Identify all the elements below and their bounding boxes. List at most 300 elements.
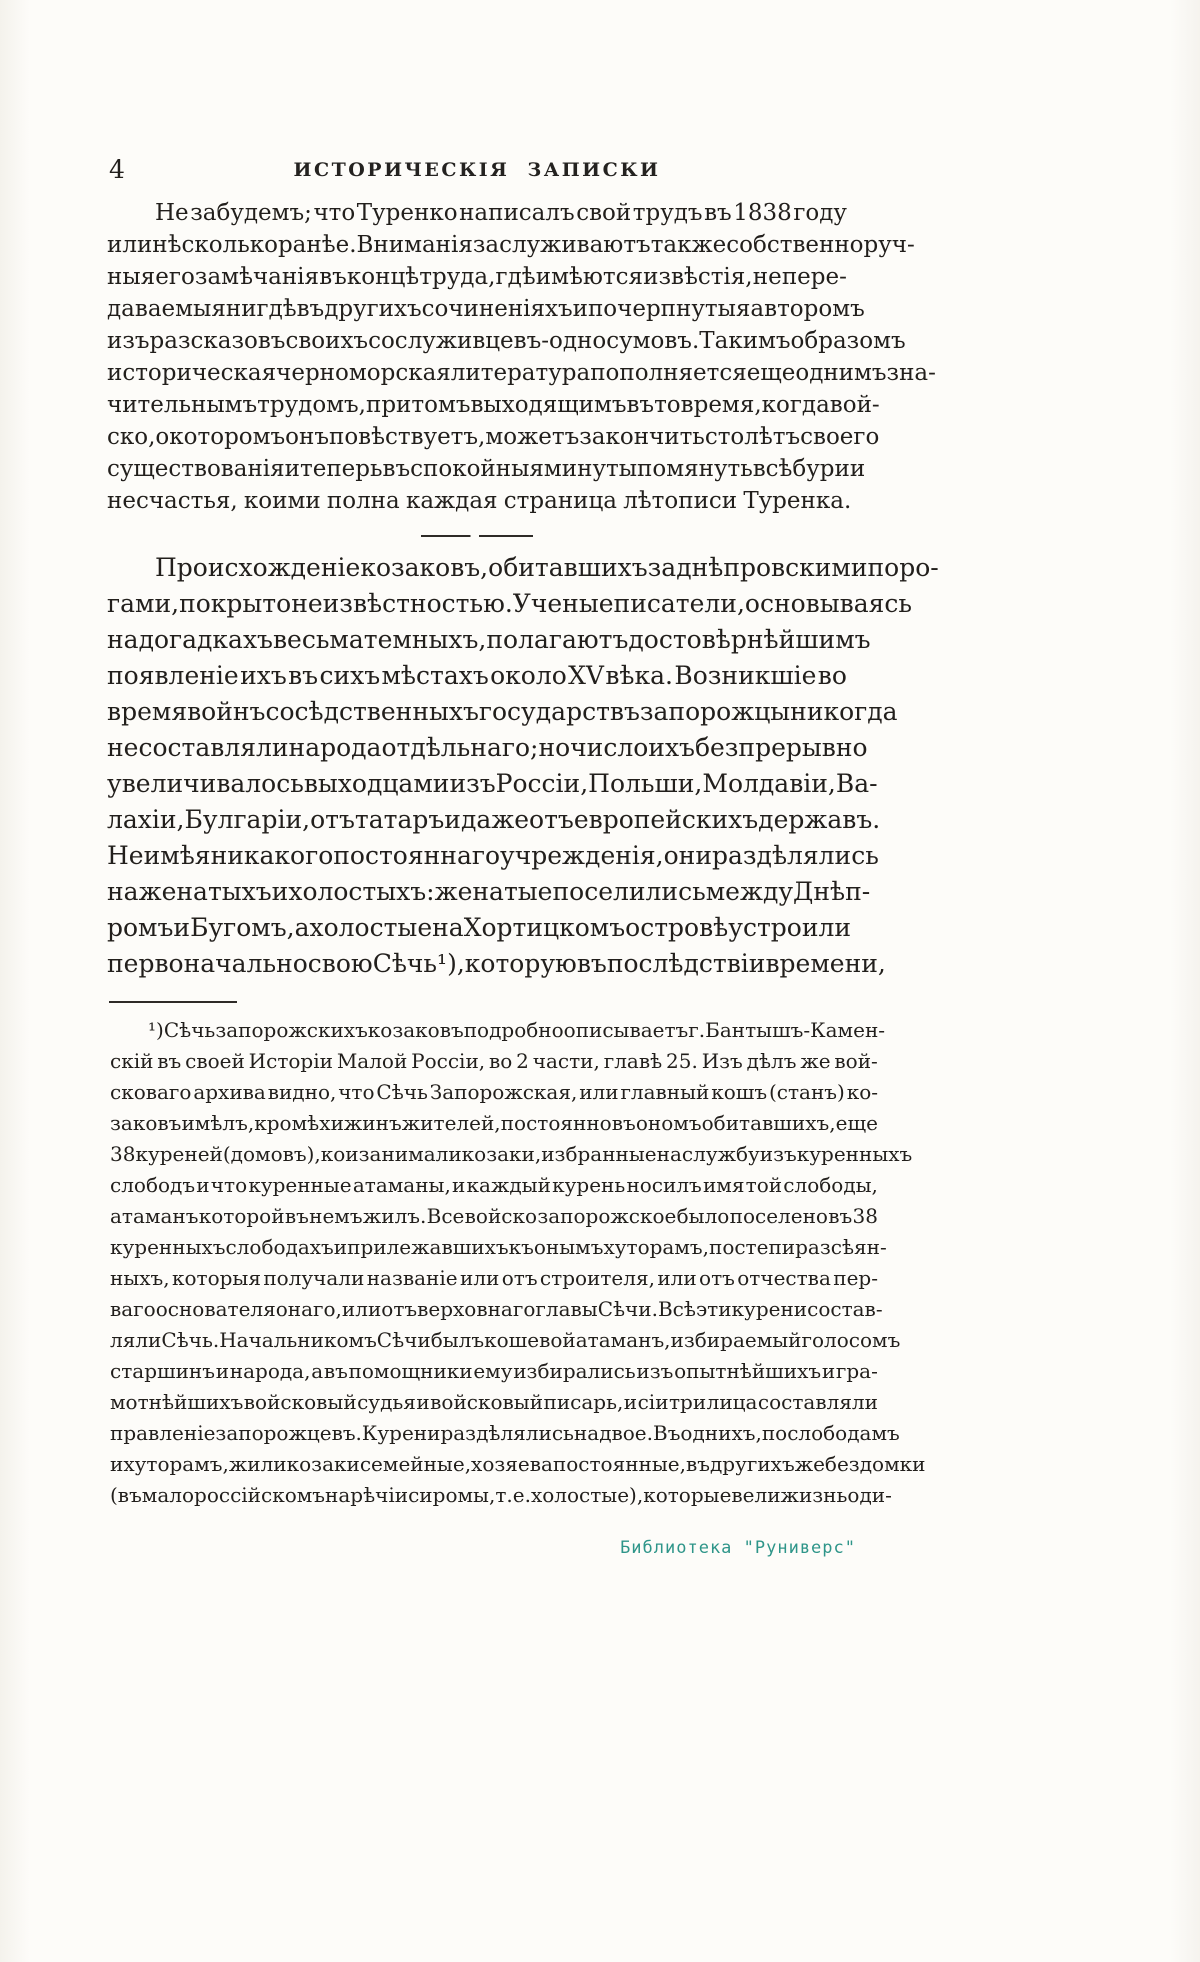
word: однихъ, <box>680 1421 762 1445</box>
word: островѣ <box>625 913 729 942</box>
word: раздѣлялись <box>712 841 879 870</box>
word: главѣ <box>603 1049 663 1073</box>
word: былъ <box>430 1328 485 1352</box>
word: бури <box>792 456 850 482</box>
word: изъ <box>636 1359 674 1383</box>
word: зна- <box>886 360 936 386</box>
word: жизнь <box>780 1483 848 1507</box>
word: которой <box>198 1204 285 1228</box>
word: своей <box>185 1049 245 1073</box>
word: Бантышъ-Камен- <box>705 1018 886 1042</box>
text-line <box>110 1452 926 1483</box>
text-line <box>107 589 913 625</box>
word: пополняется <box>590 360 747 386</box>
word: темныхъ, <box>363 625 487 654</box>
word: отъ <box>501 1266 538 1290</box>
word: запорожцы <box>639 697 791 726</box>
word: Всѣ <box>657 1297 696 1321</box>
word: нигдѣ <box>225 296 297 322</box>
text-line <box>107 841 879 877</box>
word: 2 <box>516 1049 529 1073</box>
word: днѣпровскими <box>676 553 868 582</box>
word: запорожское <box>537 1204 677 1228</box>
word: службу <box>681 1142 760 1166</box>
word: дѣлъ <box>746 1049 797 1073</box>
word: ромъ <box>107 913 174 942</box>
word: покрыто <box>179 589 292 618</box>
word: семейные, <box>359 1452 472 1476</box>
word: прилежавшихъ <box>347 1235 509 1259</box>
word: части, <box>532 1049 600 1073</box>
word: помощники <box>348 1359 473 1383</box>
text-line <box>110 1328 901 1359</box>
paragraph-2 <box>107 553 939 985</box>
word: ихъ <box>648 733 695 762</box>
word: козаковъ, <box>360 553 489 582</box>
word: Днѣп- <box>793 877 871 906</box>
word: собственноруч- <box>726 232 915 258</box>
word: степи <box>734 1235 796 1259</box>
word: пере- <box>781 264 847 290</box>
word: подробно <box>463 1018 564 1042</box>
footnote-rule <box>109 1001 237 1003</box>
word: полагаютъ <box>486 625 629 654</box>
word: лѣтъ <box>744 424 801 450</box>
word: той <box>745 1173 783 1197</box>
word: весьма <box>272 625 364 654</box>
word: слободахъ <box>225 1235 334 1259</box>
word: году <box>793 200 847 226</box>
word: въ <box>323 1359 348 1383</box>
word: Россіи, <box>411 1049 486 1073</box>
word: первоначально <box>107 949 308 978</box>
word: трудомъ, <box>257 392 366 418</box>
word: Изъ <box>701 1049 743 1073</box>
page-header <box>107 155 847 187</box>
word: отдѣльнаго; <box>381 733 539 762</box>
word: лахіи, <box>107 805 185 834</box>
word: а <box>311 1359 324 1383</box>
word: войско <box>464 1204 538 1228</box>
word: образомъ <box>790 328 906 354</box>
word: полна <box>326 488 400 514</box>
word: лица <box>706 1390 758 1414</box>
word: по <box>761 1421 788 1445</box>
text-line <box>110 1483 892 1514</box>
word: даваемыя <box>107 296 226 322</box>
word: отчества <box>737 1266 831 1290</box>
word: которомъ <box>169 424 286 450</box>
word: куренные <box>248 1173 352 1197</box>
word: жителей, <box>401 1111 501 1135</box>
word: можетъ <box>485 424 580 450</box>
word: атаманъ <box>110 1204 199 1228</box>
word: кромѣ <box>254 1111 320 1135</box>
word: Польши, <box>588 769 703 798</box>
text-line <box>110 1049 878 1080</box>
word: обитавшихъ, <box>701 1111 836 1135</box>
word: хижинъ <box>319 1111 402 1135</box>
word: несчастья, <box>107 488 238 514</box>
word: оди- <box>847 1483 892 1507</box>
word: ваго <box>110 1297 156 1321</box>
word: что <box>338 1080 375 1104</box>
word: Сѣчь <box>372 949 438 978</box>
word: почерпнутыя <box>587 296 751 322</box>
word: Все <box>426 1204 465 1228</box>
word: ранѣе. <box>277 232 357 258</box>
word: изъ <box>107 328 150 354</box>
word: притомъ <box>366 392 471 418</box>
word: и <box>623 1390 638 1414</box>
word: Сѣчь. <box>161 1328 220 1352</box>
word: постоянные, <box>552 1452 686 1476</box>
word: что <box>210 1173 248 1197</box>
text-line <box>107 661 847 697</box>
text-line <box>110 1297 883 1328</box>
word: видно, <box>267 1080 337 1104</box>
word: Молдавіи, <box>702 769 836 798</box>
word: имѣлъ, <box>181 1111 255 1135</box>
word: разсѣян- <box>795 1235 887 1259</box>
word: сосѣдственныхъ <box>265 697 479 726</box>
word: время <box>107 697 188 726</box>
word: Происхожденіе <box>155 553 361 582</box>
word: нѣсколько <box>152 232 278 258</box>
word: свой <box>576 200 632 226</box>
word: онымъ <box>533 1235 604 1259</box>
word: бездомки <box>824 1452 926 1476</box>
word: Въ <box>653 1421 681 1445</box>
text-line <box>107 553 939 589</box>
text-line <box>110 1421 900 1452</box>
paragraph-1 <box>107 200 936 520</box>
word: постоянно <box>500 1111 612 1135</box>
word: государствъ <box>478 697 640 726</box>
word: опытнѣйшихъ <box>674 1359 822 1383</box>
word: запорожцевъ. <box>215 1421 362 1445</box>
word: скій <box>110 1049 154 1073</box>
word: Россіи, <box>495 769 589 798</box>
word: ему <box>473 1359 513 1383</box>
word: Возникшіе <box>674 661 817 690</box>
word: забудемъ; <box>190 200 312 226</box>
word: избранные <box>541 1142 657 1166</box>
word: они <box>663 841 713 870</box>
text-line <box>107 733 868 769</box>
word: которыя <box>171 1266 261 1290</box>
word: существованія <box>107 456 285 482</box>
word: Такимъ <box>699 328 791 354</box>
word: чительнымъ <box>107 392 258 418</box>
word: кошевой <box>484 1328 576 1352</box>
text-line <box>107 805 881 841</box>
word: сковаго <box>110 1080 192 1104</box>
word: куренныхъ <box>110 1235 226 1259</box>
word: носилъ <box>626 1173 702 1197</box>
word: войсковый <box>430 1390 544 1414</box>
text-line <box>110 1390 878 1421</box>
word: архива <box>193 1080 266 1104</box>
word: козаки <box>286 1452 360 1476</box>
word: козаковъ <box>367 1018 464 1042</box>
word: извѣстія, <box>643 264 753 290</box>
word: (въ <box>110 1483 142 1507</box>
text-line <box>110 1266 878 1297</box>
text-line <box>107 697 898 733</box>
word: времени, <box>765 949 886 978</box>
word: отъ <box>529 805 574 834</box>
word: куренныхъ <box>796 1142 913 1166</box>
word: въ <box>704 200 732 226</box>
word: 25. <box>666 1049 698 1073</box>
running-title: ИСТОРИЧЕСКІЯ ЗАПИСКИ <box>293 159 661 181</box>
word: каждый <box>466 1173 551 1197</box>
word: нарѣчіи <box>325 1483 409 1507</box>
word: и <box>215 1359 230 1383</box>
word: Исторіи <box>248 1049 333 1073</box>
word: выходящимъ <box>470 392 627 418</box>
word: судья <box>357 1390 416 1414</box>
word: но <box>538 733 571 762</box>
word: татаръ <box>354 805 445 834</box>
word: еще <box>746 360 796 386</box>
word: во <box>489 1049 513 1073</box>
word: трудъ <box>632 200 703 226</box>
text-line <box>107 200 847 232</box>
word: число <box>570 733 649 762</box>
word: а <box>294 913 310 942</box>
text-line <box>107 949 886 985</box>
text-line <box>107 877 871 913</box>
word: къ <box>508 1235 534 1259</box>
word: малороссійскомъ <box>141 1483 326 1507</box>
word: занимали <box>358 1142 462 1166</box>
word: онъ <box>285 424 329 450</box>
word: отъ <box>699 1266 735 1290</box>
word: холостыхъ: <box>288 877 435 906</box>
word: въ <box>296 296 325 322</box>
word: войнъ <box>187 697 266 726</box>
word: своихъ <box>285 328 369 354</box>
word: когда <box>761 392 830 418</box>
word: писарь, <box>543 1390 624 1414</box>
word: во <box>817 661 847 690</box>
word: Бугомъ, <box>190 913 295 942</box>
word: и <box>110 1452 124 1476</box>
word: названіе <box>366 1266 458 1290</box>
text-line <box>110 1142 913 1173</box>
word: женатыхъ <box>138 877 272 906</box>
footnote-block <box>110 1018 926 1514</box>
word: въ <box>288 661 319 690</box>
word: эти <box>695 1297 732 1321</box>
word: неизвѣстностью. <box>291 589 513 618</box>
word: догадкахъ <box>138 625 273 654</box>
word: сихъ <box>319 661 381 690</box>
word: имя <box>702 1173 745 1197</box>
word: или <box>657 1266 697 1290</box>
word: избирались <box>513 1359 636 1383</box>
word: XV <box>568 661 604 690</box>
word: каждая <box>405 488 498 514</box>
word: состав- <box>807 1297 883 1321</box>
word: въ <box>284 1204 309 1228</box>
word: страница <box>503 488 617 514</box>
text-line <box>107 769 878 805</box>
page-number: 4 <box>109 155 125 184</box>
word: Не <box>107 841 144 870</box>
text-line <box>107 913 852 949</box>
text-line <box>110 1173 878 1204</box>
word: около <box>490 661 567 690</box>
word: слободы, <box>783 1173 878 1197</box>
word: лѣтописи <box>623 488 738 514</box>
word: минуты <box>543 456 638 482</box>
word: е. <box>512 1483 531 1507</box>
word: и <box>821 1359 836 1383</box>
word: заковъ <box>110 1111 182 1135</box>
word: Начальникомъ <box>219 1328 377 1352</box>
word: державъ. <box>758 805 881 834</box>
word: Запорожская, <box>429 1080 578 1104</box>
text-line <box>110 1235 887 1266</box>
word: сослуживцевъ-односумовъ. <box>368 328 700 354</box>
word: не <box>107 733 139 762</box>
word: избираемый <box>670 1328 802 1352</box>
word: народа, <box>229 1359 311 1383</box>
word: помянуть <box>637 456 753 482</box>
word: своего <box>800 424 880 450</box>
word: обитавшихъ <box>488 553 648 582</box>
word: Туренко <box>356 200 458 226</box>
word: въ <box>611 1111 636 1135</box>
word: теперь <box>300 456 383 482</box>
word: куреней <box>135 1142 223 1166</box>
word: поселились <box>552 877 706 906</box>
word: старшинъ <box>110 1359 215 1383</box>
text-line <box>107 232 915 264</box>
word: ¹) <box>148 1018 164 1042</box>
word: сиромы, <box>408 1483 496 1507</box>
word: хуторамъ, <box>123 1452 229 1476</box>
word: ихъ <box>240 661 287 690</box>
text-line <box>110 1204 878 1235</box>
word: (станъ) <box>768 1080 845 1104</box>
word: Сѣчь <box>163 1018 216 1042</box>
text-line <box>107 424 880 456</box>
word: получали <box>263 1266 365 1290</box>
word: онаго, <box>275 1297 342 1321</box>
word: что <box>313 200 356 226</box>
word: составляли <box>757 1390 878 1414</box>
word: въ <box>576 949 607 978</box>
word: сочиненіяхъ <box>421 296 573 322</box>
word: Ва- <box>835 769 878 798</box>
word: сто <box>704 424 745 450</box>
word: двое. <box>599 1421 653 1445</box>
text-line <box>107 392 880 424</box>
word: по <box>708 1235 735 1259</box>
word: запорожскихъ <box>215 1018 368 1042</box>
word: хозяева <box>471 1452 553 1476</box>
word: которые <box>643 1483 732 1507</box>
word: Хортицкомъ <box>463 913 626 942</box>
word: немъ <box>309 1204 363 1228</box>
word: черноморская <box>276 360 451 386</box>
word: никакого <box>210 841 334 870</box>
word: однимъ <box>795 360 887 386</box>
word: сіи <box>637 1390 669 1414</box>
word: и <box>196 1173 210 1197</box>
section-divider <box>421 535 533 537</box>
word: ныхъ, <box>110 1266 170 1290</box>
word: спокойныя <box>410 456 544 482</box>
word: атаманъ, <box>575 1328 671 1352</box>
word: Курени <box>361 1421 441 1445</box>
word: Вниманія <box>356 232 473 258</box>
word: пер- <box>833 1266 878 1290</box>
word: которую <box>464 949 577 978</box>
text-line <box>107 328 906 360</box>
text-line <box>110 1359 878 1390</box>
word: достовѣрнѣйшимъ <box>628 625 871 654</box>
word: отъ <box>381 1297 418 1321</box>
word: учрежденія, <box>500 841 664 870</box>
word: ко- <box>846 1080 878 1104</box>
word: войсковый <box>243 1390 357 1414</box>
word: не <box>752 264 782 290</box>
word: жили <box>228 1452 287 1476</box>
word: Сѣчи. <box>597 1297 658 1321</box>
word: въ <box>382 456 411 482</box>
word: верховнаго <box>417 1297 536 1321</box>
word: на <box>656 1142 682 1166</box>
word: вой- <box>829 392 880 418</box>
word: и <box>284 456 301 482</box>
text-line <box>107 625 871 661</box>
word: и <box>271 877 289 906</box>
word: составляли <box>138 733 289 762</box>
word: закончить <box>579 424 705 450</box>
word: мотнѣйшихъ <box>110 1390 244 1414</box>
word: голосомъ <box>801 1328 901 1352</box>
word: холостые), <box>530 1483 644 1507</box>
word: то <box>654 392 681 418</box>
word: основателя <box>155 1297 276 1321</box>
word: жилъ. <box>362 1204 427 1228</box>
word: гра- <box>835 1359 878 1383</box>
word: народа <box>288 733 382 762</box>
word: т. <box>495 1483 513 1507</box>
word: заслуживаютъ <box>472 232 651 258</box>
word: же <box>800 1049 831 1073</box>
word: Сѣчь <box>376 1080 428 1104</box>
text-line <box>107 296 865 328</box>
text-line <box>110 1018 886 1049</box>
word: въ <box>828 1204 853 1228</box>
word: имѣя <box>143 841 211 870</box>
text-line <box>110 1111 878 1142</box>
word: ляли <box>110 1328 162 1352</box>
word: вой- <box>834 1049 878 1073</box>
word: или <box>107 232 153 258</box>
word: за <box>647 553 677 582</box>
word: холостые <box>309 913 433 942</box>
word: гдѣ <box>495 264 536 290</box>
word: всѣ <box>752 456 793 482</box>
word: время, <box>680 392 762 418</box>
